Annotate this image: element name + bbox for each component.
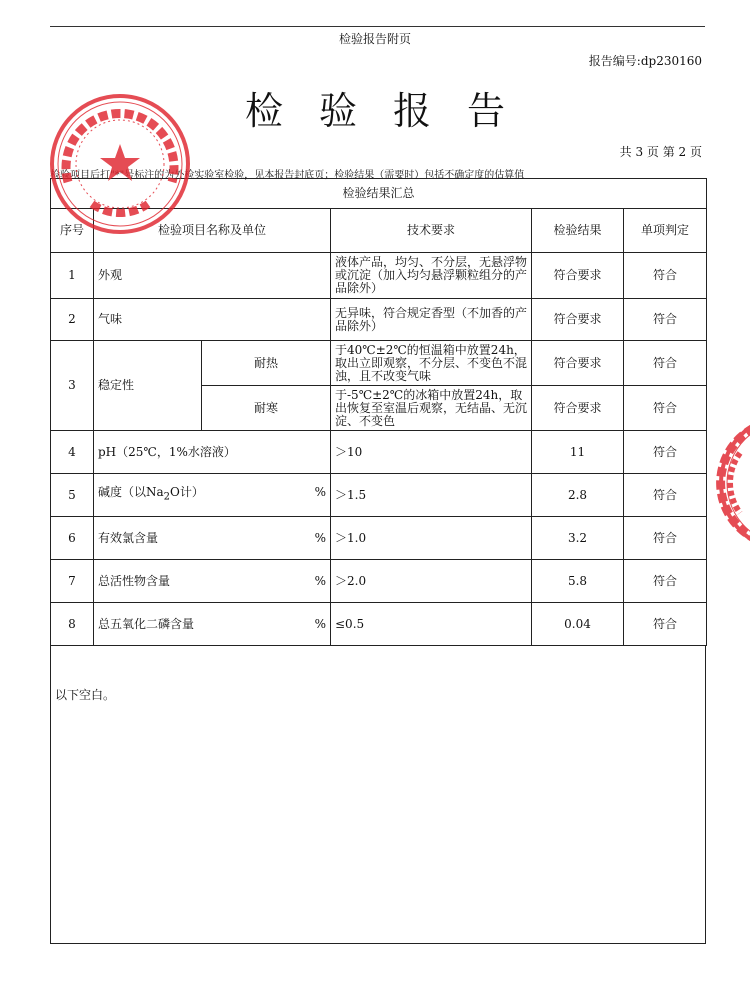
row-verdict: 符合 xyxy=(624,560,707,603)
sub-item-heat: 耐热 xyxy=(202,341,331,386)
table-row xyxy=(51,517,707,560)
row-no: 4 xyxy=(51,431,94,474)
row-verdict: 符合 xyxy=(624,474,707,517)
row-item xyxy=(94,474,331,517)
row-result: 符合要求 xyxy=(532,253,624,299)
row-no: 2 xyxy=(51,299,94,341)
row-requirement: 无异味，符合规定香型（不加香的产品除外） xyxy=(331,299,532,341)
note-text: 检验项目后打"*"号标注的为外检实验室检验，见本报告封底页；检验结果（需要时）包括不确定度的估算值 xyxy=(50,170,525,181)
header-requirement: 技术要求 xyxy=(331,209,532,253)
row-requirement: 液体产品，均匀、不分层，无悬浮物或沉淀（加入均匀悬浮颗粒组分的产品除外） xyxy=(331,253,532,299)
row-no: 1 xyxy=(51,253,94,299)
report-number xyxy=(589,52,702,69)
row-verdict: 符合 xyxy=(624,431,707,474)
row-requirement: 于40℃±2℃的恒温箱中放置24h，取出立即观察，不分层、不变色不混浊，且不改变气味 xyxy=(331,341,532,386)
table-row xyxy=(51,253,707,299)
row-verdict: 符合 xyxy=(624,386,707,431)
row-requirement: ＞10 xyxy=(331,431,532,474)
row-verdict: 符合 xyxy=(624,299,707,341)
row-item-text-end: O计） xyxy=(170,485,204,500)
sub-item-cold: 耐寒 xyxy=(202,386,331,431)
header-verdict: 单项判定 xyxy=(624,209,707,253)
row-item: pH（25℃，1%水溶液） xyxy=(94,431,331,474)
page-title: 检验报告附页 xyxy=(338,32,411,46)
row-unit: % xyxy=(314,616,326,631)
report-number-value: dp230160 xyxy=(640,54,702,68)
row-item-text: 碱度（以Na xyxy=(98,485,164,500)
main-title: 检验报告 xyxy=(244,89,541,133)
table-row xyxy=(51,299,707,341)
header-rule xyxy=(50,26,705,27)
row-result: 3.2 xyxy=(532,517,624,560)
results-table xyxy=(50,178,707,646)
row-no: 7 xyxy=(51,560,94,603)
row-item xyxy=(94,603,331,646)
row-verdict: 符合 xyxy=(624,341,707,386)
row-item-subscript: 2 xyxy=(163,491,171,503)
table-row xyxy=(51,341,707,386)
header-no: 序号 xyxy=(51,209,94,253)
table-caption: 检验结果汇总 xyxy=(51,179,707,209)
row-verdict: 符合 xyxy=(624,253,707,299)
row-no: 5 xyxy=(51,474,94,517)
table-row xyxy=(51,603,707,646)
row-verdict: 符合 xyxy=(624,517,707,560)
row-result: 5.8 xyxy=(532,560,624,603)
row-result: 符合要求 xyxy=(532,299,624,341)
table-row xyxy=(51,560,707,603)
table-row xyxy=(51,431,707,474)
row-result: 符合要求 xyxy=(532,386,624,431)
row-item: 气味 xyxy=(94,299,331,341)
row-result: 符合要求 xyxy=(532,341,624,386)
table-row xyxy=(51,474,707,517)
row-requirement: ＞1.5 xyxy=(331,474,532,517)
header-item: 检验项目名称及单位 xyxy=(94,209,331,253)
row-verdict: 符合 xyxy=(624,603,707,646)
row-requirement: ＞2.0 xyxy=(331,560,532,603)
partial-seal-stamp xyxy=(714,408,750,558)
row-requirement: 于-5℃±2℃的冰箱中放置24h，取出恢复至室温后观察，无结晶、无沉淀、不变色 xyxy=(331,386,532,431)
row-result: 2.8 xyxy=(532,474,624,517)
blank-area xyxy=(50,646,706,944)
row-unit: % xyxy=(314,485,326,500)
row-no: 6 xyxy=(51,517,94,560)
row-item: 稳定性 xyxy=(94,341,202,431)
row-item-text: 总活性物含量 xyxy=(98,573,171,588)
official-seal-stamp xyxy=(48,92,192,236)
row-no: 8 xyxy=(51,603,94,646)
row-requirement: ≤0.5 xyxy=(331,603,532,646)
page-count: 共 3 页 第 2 页 xyxy=(619,145,702,159)
report-number-label: 报告编号: xyxy=(588,54,641,68)
row-item xyxy=(94,560,331,603)
row-item-text: 有效氯含量 xyxy=(98,530,159,545)
row-unit: % xyxy=(314,573,326,588)
blank-note: 以下空白。 xyxy=(55,688,116,702)
header-result: 检验结果 xyxy=(532,209,624,253)
row-unit: % xyxy=(314,530,326,545)
row-result: 0.04 xyxy=(532,603,624,646)
row-item: 外观 xyxy=(94,253,331,299)
row-requirement: ＞1.0 xyxy=(331,517,532,560)
row-item-text: 总五氧化二磷含量 xyxy=(98,616,195,631)
row-item xyxy=(94,517,331,560)
row-result: 11 xyxy=(532,431,624,474)
row-no: 3 xyxy=(51,341,94,431)
